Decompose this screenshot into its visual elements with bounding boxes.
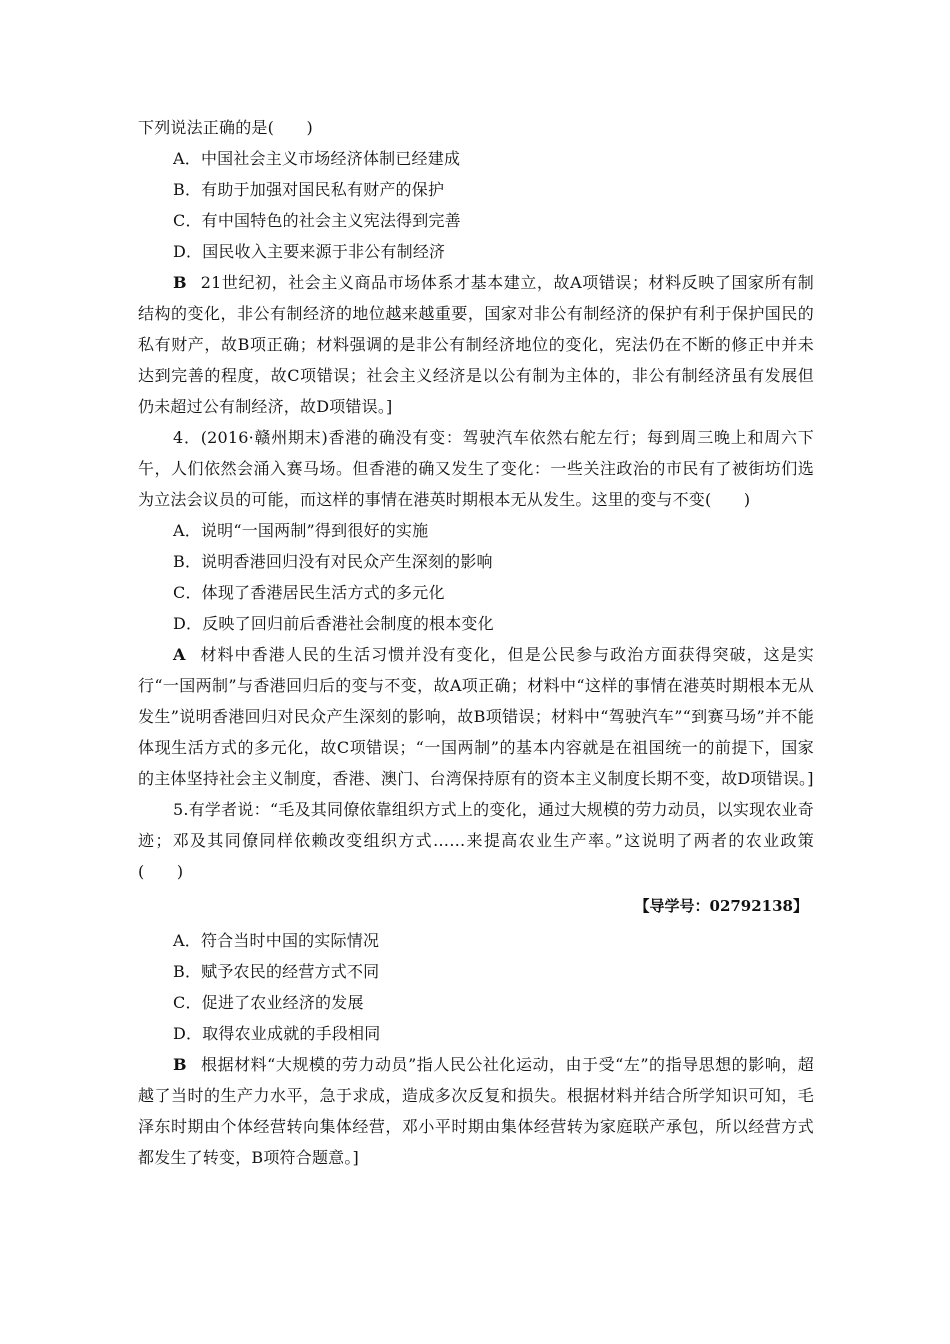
q3-answer-text: 21世纪初，社会主义商品市场体系才基本建立，故A项错误；材料反映了国家所有制结构的变化，非公有制经济的地位越来越重要，国家对非公有制经济的保护有利于保护国民的私有财产，故B项正确；材料强调的是非公有制经济地位的变化，宪法仍在不断的修正中并未达到完善的程度，故C项错误；社会主义经济是以公有制为主体的，非公有制经济虽有发展但仍未超过公有制经济，故D项错误。] (138, 273, 814, 416)
q4-option-a: A．说明“一国两制”得到很好的实施 (173, 521, 429, 540)
q3-option-c: C．有中国特色的社会主义宪法得到完善 (173, 211, 461, 230)
q5-option-b: B．赋予农民的经营方式不同 (173, 962, 380, 981)
q4-answer-letter: A (173, 645, 186, 664)
q5-answer (138, 1049, 814, 1173)
q5-stem: 5.有学者说：“毛及其同僚依靠组织方式上的变化，通过大规模的劳力动员，以实现农业奇迹；邓及其同僚同样依赖改变组织方式……来提高农业生产率。”这说明了两者的农业政策( ) (138, 800, 814, 881)
q4-answer-text: 材料中香港人民的生活习惯并没有变化，但是公民参与政治方面获得突破，这是实行“一国两制”与香港回归后的变与不变，故A项正确；材料中“这样的事情在港英时期根本无从发生”说明香港回归对民众产生深刻的影响，故B项错误；材料中“驾驶汽车”“到赛马场”并不能体现生活方式的多元化，故C项错误；“一国两制”的基本内容就是在祖国统一的前提下，国家的主体坚持社会主义制度，香港、澳门、台湾保持原有的资本主义制度长期不变，故D项错误。] (138, 645, 814, 788)
q3-answer (138, 267, 814, 422)
q4-stem: 4．(2016·赣州期末)香港的确没有变：驾驶汽车依然右舵左行；每到周三晚上和周六下午，人们依然会涌入赛马场。但香港的确又发生了变化：一些关注政治的市民有了被街坊们选为立法会议员的可能，而这样的事情在港英时期根本无从发生。这里的变与不变( ) (138, 428, 814, 509)
q4-option-b: B．说明香港回归没有对民众产生深刻的影响 (173, 552, 493, 571)
q5-option-d: D．取得农业成就的手段相同 (173, 1024, 381, 1043)
q5-reference-number: 【导学号：02792138】 (634, 897, 808, 915)
document-content (138, 112, 814, 1173)
q5-option-c: C．促进了农业经济的发展 (173, 993, 364, 1012)
q4-option-c: C．体现了香港居民生活方式的多元化 (173, 583, 445, 602)
q3-answer-letter: B (173, 273, 187, 292)
q3-option-d: D．国民收入主要来源于非公有制经济 (173, 242, 446, 261)
q5-option-a: A．符合当时中国的实际情况 (173, 931, 380, 950)
q4-option-d: D．反映了回归前后香港社会制度的根本变化 (173, 614, 494, 633)
q5-answer-letter: B (173, 1055, 187, 1074)
q4-answer (138, 639, 814, 794)
q3-stem-tail: 下列说法正确的是( ) (138, 118, 313, 137)
q5-answer-text: 根据材料“大规模的劳力动员”指人民公社化运动，由于受“左”的指导思想的影响，超越了当时的生产力水平，急于求成，造成多次反复和损失。根据材料并结合所学知识可知，毛泽东时期由个体经营转向集体经营，邓小平时期由集体经营转为家庭联产承包，所以经营方式都发生了转变，B项符合题意。] (138, 1055, 814, 1167)
q3-option-a: A．中国社会主义市场经济体制已经建成 (173, 149, 461, 168)
q3-option-b: B．有助于加强对国民私有财产的保护 (173, 180, 445, 199)
